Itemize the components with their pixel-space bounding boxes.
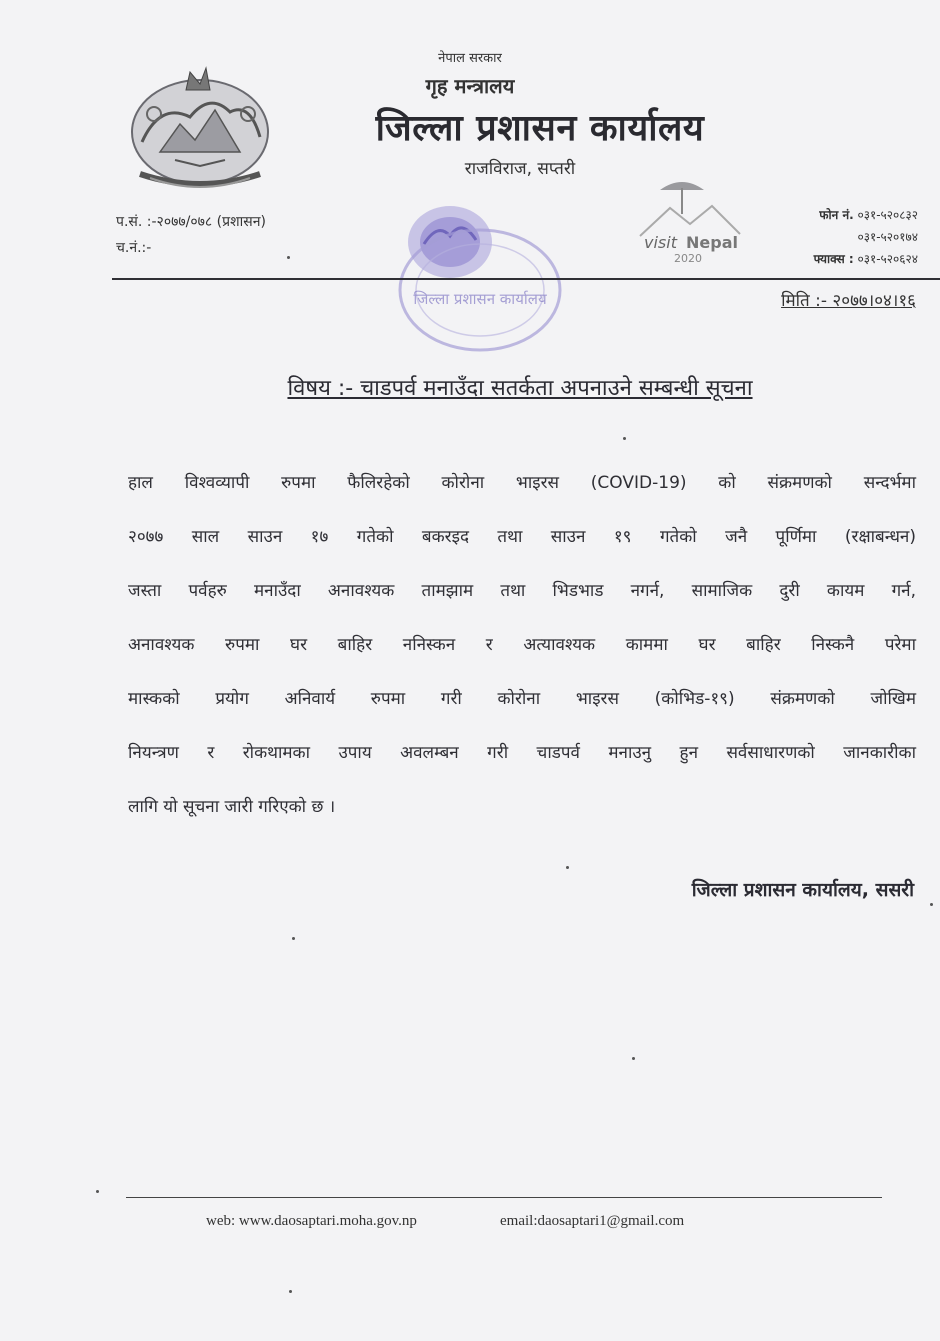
- scan-speck: [566, 866, 569, 869]
- nepal-text: Nepal: [686, 233, 738, 252]
- seal-text: जिल्ला प्रशासन कार्यालय: [413, 290, 547, 308]
- visit-nepal-logo: [620, 172, 770, 268]
- body-line: अनावश्यक रुपमा घर बाहिर ननिस्कन र अत्यावश्यक काममा घर बाहिर निस्कनै परेमा: [128, 635, 916, 655]
- ministry-name: गृह मन्त्रालय: [425, 74, 515, 98]
- footer-website: web: www.daosaptari.moha.gov.np: [206, 1213, 417, 1229]
- letter-number: प.सं. :-२०७७/०७८ (प्रशासन): [116, 214, 266, 230]
- fax-number: ०३१-५२०६२४: [857, 252, 918, 266]
- scan-speck: [287, 256, 290, 259]
- scan-speck: [632, 1057, 635, 1060]
- scan-speck: [292, 937, 295, 940]
- scan-speck: [289, 1290, 292, 1293]
- fax-label: फ्याक्स :: [813, 252, 854, 266]
- subject-line: विषय :- चाडपर्व मनाउँदा सतर्कता अपनाउने सम्बन्धी सूचना: [287, 376, 753, 401]
- body-line: २०७७ साल साउन १७ गतेको बकरइद तथा साउन १९ गतेको जनै पूर्णिमा (रक्षाबन्धन): [128, 527, 916, 547]
- body-line: मास्कको प्रयोग अनिवार्य रुपमा गरी कोरोना भाइरस (कोभिड-१९) संक्रमणको जोखिम: [128, 689, 916, 709]
- phone-label: फोन नं.: [819, 208, 854, 222]
- government-name: नेपाल सरकार: [438, 51, 502, 66]
- scan-speck: [930, 903, 933, 906]
- body-line: नियन्त्रण र रोकथामका उपाय अवलम्बन गरी चाडपर्व मनाउनु हुन सर्वसाधारणको जानकारीका: [128, 743, 916, 763]
- phone-number-2: ०३१-५२०१७४: [857, 230, 918, 244]
- signature-office: जिल्ला प्रशासन कार्यालय, ससरी: [691, 879, 914, 901]
- office-name: जिल्ला प्रशासन कार्यालय: [375, 108, 705, 149]
- header-divider: [112, 278, 940, 280]
- body-line: जस्ता पर्वहरु मनाउँदा अनावश्यक तामझाम तथा भिडभाड नगर्न, सामाजिक दुरी कायम गर्न,: [128, 581, 916, 601]
- notice-body: [128, 468, 916, 846]
- year-text: 2020: [674, 252, 702, 265]
- official-seal-stamp: [380, 192, 570, 362]
- visit-text: visit: [644, 233, 677, 252]
- phone-number-1: ०३१-५२०८३२: [857, 208, 918, 222]
- letter-date: मिति :- २०७७।०४।१६: [781, 291, 916, 311]
- contact-block: [814, 204, 918, 270]
- dispatch-number: च.नं.:-: [116, 240, 152, 256]
- body-line: लागि यो सूचना जारी गरिएको छ ।: [128, 797, 336, 817]
- footer-email: email:daosaptari1@gmail.com: [500, 1213, 685, 1229]
- footer-divider: [126, 1197, 882, 1198]
- body-line: हाल विश्वव्यापी रुपमा फैलिरहेको कोरोना भाइरस (COVID-19) को संक्रमणको सन्दर्भमा: [128, 473, 916, 493]
- scan-speck: [623, 437, 626, 440]
- office-location: राजविराज, सप्तरी: [464, 159, 576, 179]
- scan-speck: [96, 1190, 99, 1193]
